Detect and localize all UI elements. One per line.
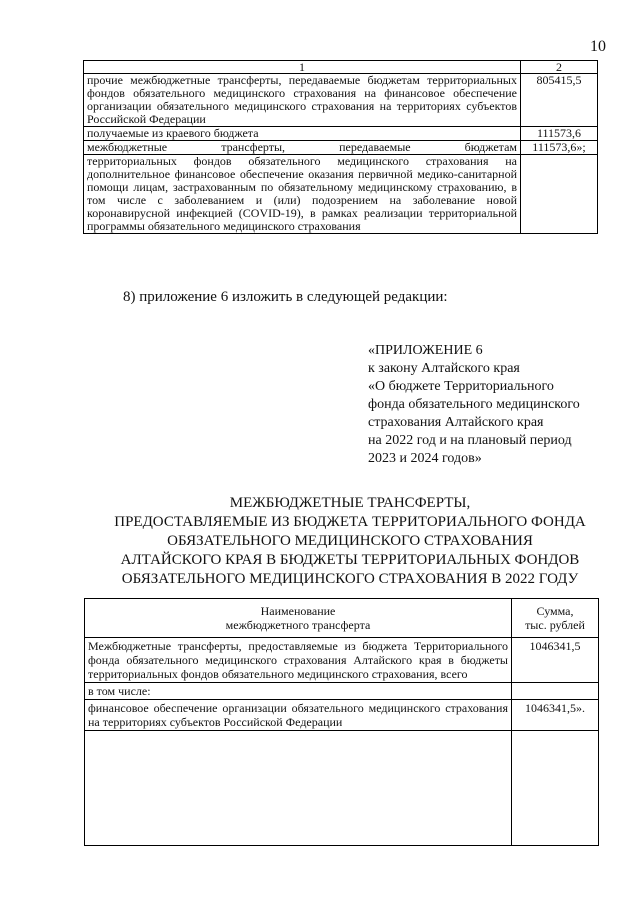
document-title (90, 494, 610, 589)
header-name (85, 599, 512, 638)
row-value (521, 155, 598, 234)
table-row (84, 74, 598, 127)
table-row (84, 127, 598, 141)
table-row (84, 141, 598, 155)
row-name: межбюджетные трансферты, передаваемые бюджетам (84, 141, 521, 155)
table-row (85, 638, 599, 683)
header-name-line2: межбюджетного трансферта (225, 618, 371, 632)
row-name: прочие межбюджетные трансферты, передаваемые бюджетам территориальных фондов обязательного медицинского страхования на финансовое обеспечение организации обязательного медицинского страхования на территориях субъектов Российской Федерации (84, 74, 521, 127)
continuation-table (83, 60, 598, 234)
empty-cell (512, 731, 599, 846)
appendix-line: 2023 и 2024 годов» (368, 451, 482, 466)
appendix-line: «О бюджете Территориального (368, 379, 554, 394)
title-line: МЕЖБЮДЖЕТНЫЕ ТРАНСФЕРТЫ, (229, 495, 471, 511)
table-header-row (85, 599, 599, 638)
empty-cell (85, 731, 512, 846)
header-name-line1: Наименование (260, 604, 336, 618)
row-name: Межбюджетные трансферты, предоставляемые из бюджета Территориального фонда обязательного медицинского страхования Алтайского края в бюджеты территориальных фондов обязательного медицинского страхования, всего (85, 638, 512, 683)
column-header-2: 2 (521, 61, 598, 74)
table-empty-row (85, 731, 599, 846)
appendix-line: «ПРИЛОЖЕНИЕ 6 (368, 343, 483, 358)
appendix-line: на 2022 год и на плановый период (368, 433, 572, 448)
row-value: 111573,6 (521, 127, 598, 141)
table-header-row (84, 61, 598, 74)
appendix-line: фонда обязательного медицинского (368, 397, 580, 412)
title-line: АЛТАЙСКОГО КРАЯ В БЮДЖЕТЫ ТЕРРИТОРИАЛЬНЫХ ФОНДОВ (120, 552, 580, 568)
row-value: 1046341,5». (512, 700, 599, 731)
table-row (85, 700, 599, 731)
transfers-table (84, 598, 599, 846)
title-line: ПРЕДОСТАВЛЯЕМЫЕ ИЗ БЮДЖЕТА ТЕРРИТОРИАЛЬНОГО ФОНДА (114, 514, 586, 530)
header-sum-line1: Сумма, (536, 604, 574, 618)
appendix-heading (368, 342, 580, 468)
row-value: 805415,5 (521, 74, 598, 127)
appendix-line: к закону Алтайского края (368, 361, 520, 376)
page-number: 10 (590, 38, 606, 55)
row-value (512, 683, 599, 700)
title-line: ОБЯЗАТЕЛЬНОГО МЕДИЦИНСКОГО СТРАХОВАНИЯ В 2022 ГОДУ (121, 571, 579, 587)
table-row (84, 155, 598, 234)
column-header-1: 1 (84, 61, 521, 74)
row-name: в том числе: (85, 683, 512, 700)
row-value: 1046341,5 (512, 638, 599, 683)
appendix-line: страхования Алтайского края (368, 415, 544, 430)
header-sum (512, 599, 599, 638)
amendment-item-8: 8) приложение 6 изложить в следующей редакции: (123, 289, 448, 305)
header-sum-line2: тыс. рублей (525, 618, 585, 632)
table-row (85, 683, 599, 700)
row-value: 111573,6»; (521, 141, 598, 155)
row-name: территориальных фондов обязательного медицинского страхования на дополнительное финансовое обеспечение оказания первичной медико-санитарной помощи лицам, застрахованным по обязательному медицинскому страхованию, в том числе с заболеванием и (или) подозрением на заболевание новой коронавирусной инфекцией (COVID-19), в рамках реализации территориальной программы обязательного медицинского страхования (84, 155, 521, 234)
title-line: ОБЯЗАТЕЛЬНОГО МЕДИЦИНСКОГО СТРАХОВАНИЯ (167, 533, 533, 549)
row-name: финансовое обеспечение организации обязательного медицинского страхования на территориях субъектов Российской Федерации (85, 700, 512, 731)
row-name: получаемые из краевого бюджета (84, 127, 521, 141)
